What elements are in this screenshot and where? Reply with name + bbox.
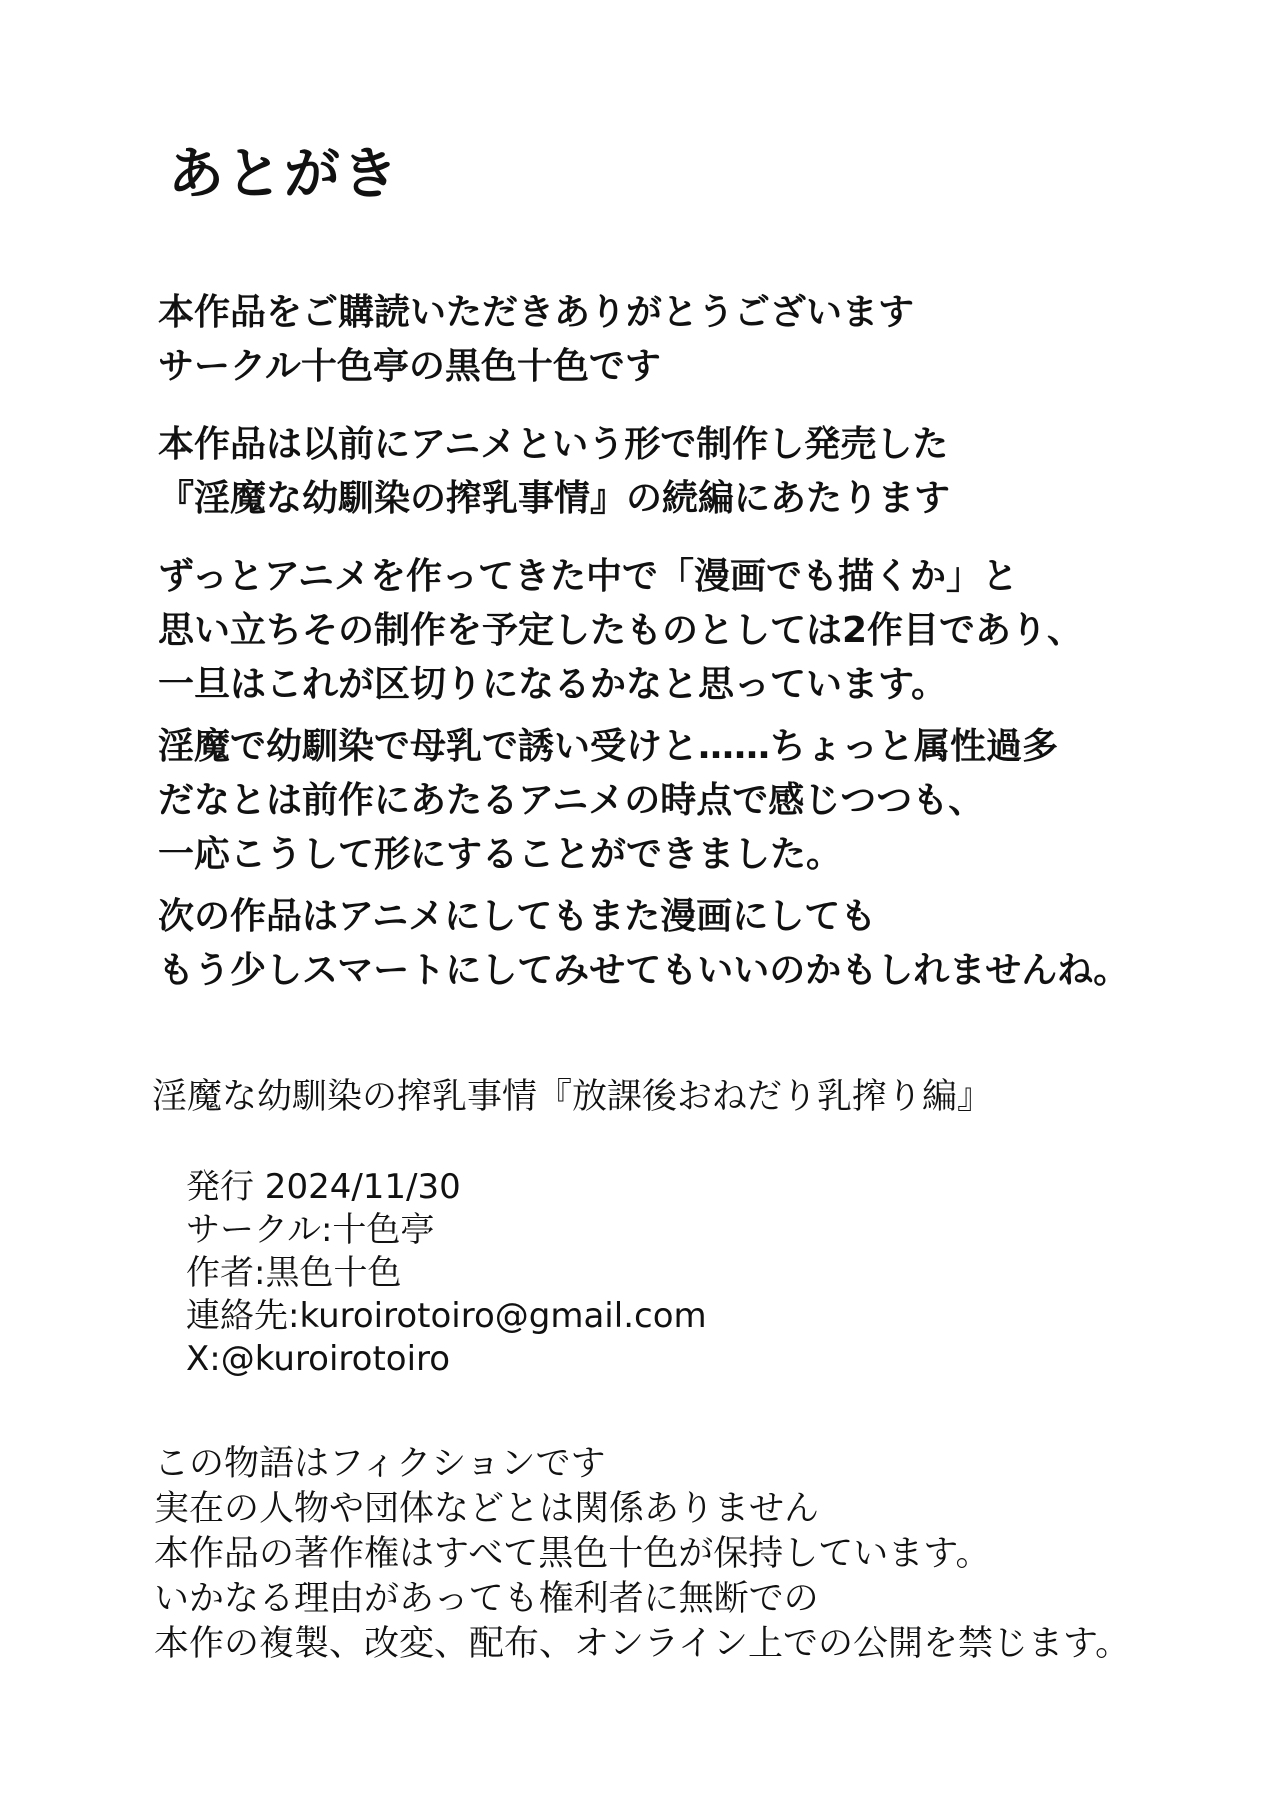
contact-email: 連絡先:kuroirotoiro@gmail.com — [186, 1296, 707, 1336]
work-title: 淫魔な幼馴染の搾乳事情『放課後おねだり乳搾り編』 — [152, 1077, 993, 1117]
paragraph-line: 一旦はこれが区切りになるかなと思っています。 — [158, 664, 948, 705]
notice-line: 本作の複製、改変、配布、オンライン上での公開を禁じます。 — [154, 1624, 1131, 1664]
paragraph-attributes-note — [158, 720, 1058, 882]
paragraph-next-work — [158, 890, 1129, 998]
paragraph-line: 一応こうして形にすることができました。 — [158, 834, 843, 875]
paragraph-line: 本作品をご購読いただきありがとうございます — [158, 292, 915, 333]
page-title: あとがき — [168, 142, 400, 207]
legal-notice — [154, 1442, 1130, 1667]
notice-line: いかなる理由があっても権利者に無断での — [154, 1579, 819, 1619]
x-account: X:@kuroirotoiro — [186, 1339, 451, 1379]
paragraph-line: もう少しスマートにしてみせてもいいのかもしれませんね。 — [158, 950, 1130, 991]
paragraph-greeting — [158, 286, 914, 394]
notice-line: この物語はフィクションです — [154, 1444, 606, 1484]
paragraph-line: サークル十色亭の黒色十色です — [158, 346, 661, 387]
paragraph-sequel-note — [158, 418, 950, 526]
paragraph-line: 次の作品はアニメにしてもまた漫画にしても — [158, 896, 877, 937]
notice-line: 実在の人物や団体などとは関係ありません — [154, 1489, 820, 1529]
paragraph-line: だなとは前作にあたるアニメの時点で感じつつも、 — [158, 780, 985, 821]
paragraph-line: 本作品は以前にアニメという形で制作し発売した — [158, 424, 949, 465]
published-date: 発行 2024/11/30 — [186, 1167, 461, 1207]
paragraph-production-note — [158, 550, 1083, 712]
paragraph-line: ずっとアニメを作ってきた中で「漫画でも描くか」と — [158, 556, 1019, 597]
circle-name: サークル:十色亭 — [186, 1210, 435, 1250]
author-name: 作者:黒色十色 — [186, 1253, 402, 1293]
paragraph-line: 『淫魔な幼馴染の搾乳事情』の続編にあたります — [158, 478, 951, 519]
paragraph-line: 淫魔で幼馴染で母乳で誘い受けと……ちょっと属性過多 — [158, 726, 1059, 767]
notice-line: 本作品の著作権はすべて黒色十色が保持しています。 — [154, 1534, 991, 1574]
colophon — [186, 1166, 707, 1381]
paragraph-line: 思い立ちその制作を予定したものとしては2作目であり、 — [158, 610, 1084, 651]
